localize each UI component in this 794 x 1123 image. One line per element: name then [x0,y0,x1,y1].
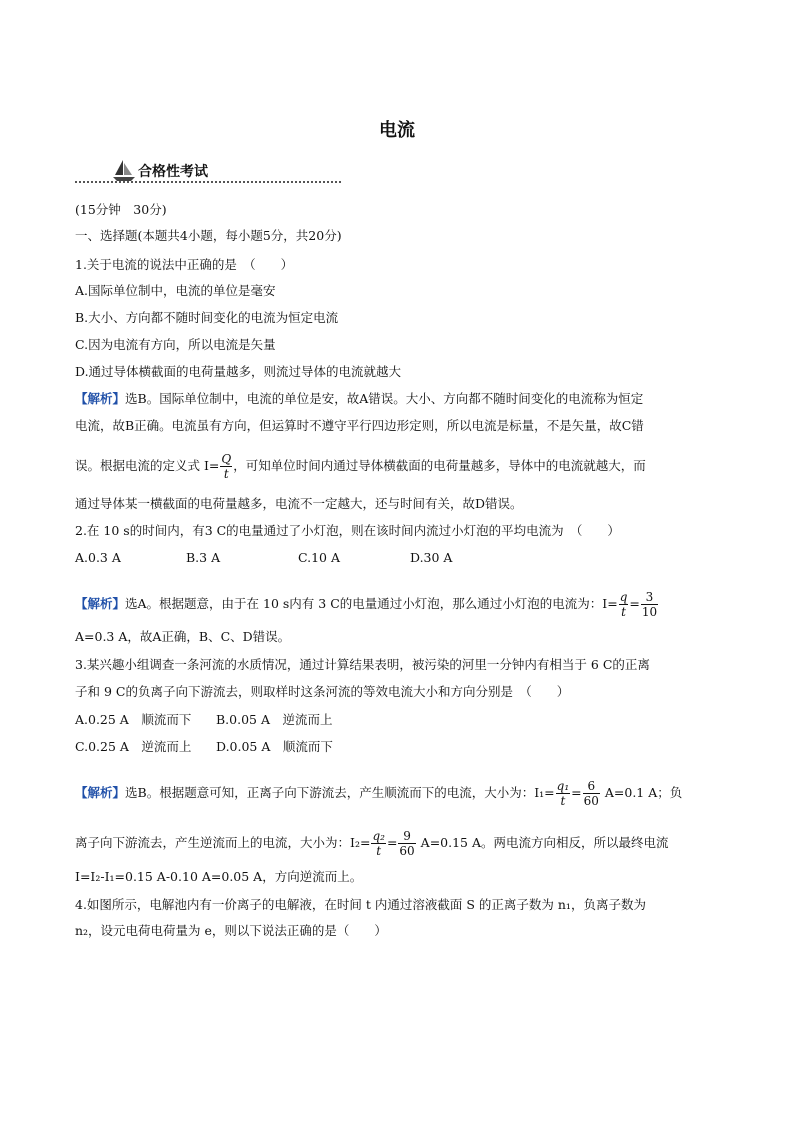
q4-stem-1: 4.如图所示，电解池内有一价离子的电解液，在时间 t 内通过溶液截面 S 的正离子数为 n₁，负离子数为 [75,897,646,912]
fraction-3-over-10: $\frac{3}{10}$ [641,590,658,619]
q2-stem: 2.在 10 s的时间内，有3 C的电量通过了小灯泡，则在该时间内流过小灯泡的平均电流为 （ ） [75,523,620,538]
q1-option-b: B.大小、方向都不随时间变化的电流为恒定电流 [75,310,339,325]
section-divider [75,181,341,183]
q1-option-a: A.国际单位制中，电流的单位是毫安 [75,283,276,298]
q1-explanation-4: 通过导体某一横截面的电荷量越多，电流不一定越大，还与时间有关，故D错误。 [75,496,523,511]
q3-explanation-2: 离子向下游流去，产生逆流而上的电流，大小为：I₂= $\frac{\text{q₂}}{t}$ = $\frac{9}{60}$ A=0.15 A。两电流方向相反，所以最终电流 [75,829,669,858]
fraction-q1-over-t: $\frac{\text{q₁}}{t}$ [556,779,570,808]
q1-explanation-3: 误。根据电流的定义式 I= $\frac{Q}{t}$ ，可知单位时间内通过导体横截面的电荷量越多，导体中的电流就越大，而 [75,452,646,481]
q2-option-c: C.10 A [298,550,340,565]
q2-explanation-1: 【解析】选A。根据题意，由于在 10 s内有 3 C的电量通过小灯泡，那么通过小灯泡的电流为：I= $\frac{q}{t}$ = $\frac{3}{10}$ [75,590,658,619]
fraction-q-over-t: $\frac{Q}{t}$ [221,452,232,481]
time-info: (15分钟 30分) [75,202,167,217]
q2-option-b: B.3 A [186,550,221,565]
q3-options-cd [75,738,333,756]
q3-options-ab [75,711,333,729]
sailboat-icon [112,158,136,182]
q2-option-d: D.30 A [410,550,453,565]
q3-option-d: D.0.05 A 顺流而下 [216,739,333,754]
q2-options [75,549,452,567]
explanation-tag: 【解析】 [75,391,126,406]
page-title: 电流 [379,120,415,141]
q4-stem-2: n₂，设元电荷电荷量为 e，则以下说法正确的是（ ） [75,923,387,938]
fraction-q-over-t: $\frac{q}{t}$ [619,590,628,619]
q1-explanation-2: 电流，故B正确。电流虽有方向，但运算时不遵守平行四边形定则，所以电流是标量，不是矢量，故C错 [75,418,644,433]
q3-option-a: A.0.25 A 顺流而下 [75,712,192,727]
q2-explanation-2: A=0.3 A，故A正确，B、C、D错误。 [75,629,291,644]
fraction-q2-over-t: $\frac{\text{q₂}}{t}$ [372,829,385,858]
q3-option-b: B.0.05 A 逆流而上 [216,712,333,727]
q3-option-c: C.0.25 A 逆流而上 [75,739,192,754]
fraction-9-over-60: $\frac{9}{60}$ [399,829,415,858]
explanation-tag: 【解析】 [75,785,126,800]
q3-explanation-1: 【解析】选B。根据题意可知，正离子向下游流去，产生顺流而下的电流，大小为：I₁= $\frac{\text{q₁}}{t}$ = $\frac{6}{60}$ A=0.1 A；负 [75,779,683,808]
q1-option-c: C.因为电流有方向，所以电流是矢量 [75,337,276,352]
q3-stem-2: 子和 9 C的负离子向下游流去，则取样时这条河流的等效电流大小和方向分别是 （ ） [75,684,570,699]
part-heading: 一、选择题(本题共4小题，每小题5分，共20分) [75,228,342,243]
q3-stem-1: 3.某兴趣小组调查一条河流的水质情况，通过计算结果表明，被污染的河里一分钟内有相当于 6 C的正离 [75,657,650,672]
q2-option-a: A.0.3 A [75,550,121,565]
q1-stem: 1.关于电流的说法中正确的是 （ ） [75,257,294,272]
section-label: 合格性考试 [138,164,208,180]
fraction-6-over-60: $\frac{6}{60}$ [583,779,599,808]
q1-option-d: D.通过导体横截面的电荷量越多，则流过导体的电流就越大 [75,364,402,379]
q3-explanation-3: I=I₂-I₁=0.15 A-0.10 A=0.05 A，方向逆流而上。 [75,869,363,884]
q1-explanation-1: 【解析】选B。国际单位制中，电流的单位是安，故A错误。大小、方向都不随时间变化的电流称为恒定 [75,391,644,406]
explanation-tag: 【解析】 [75,596,126,611]
